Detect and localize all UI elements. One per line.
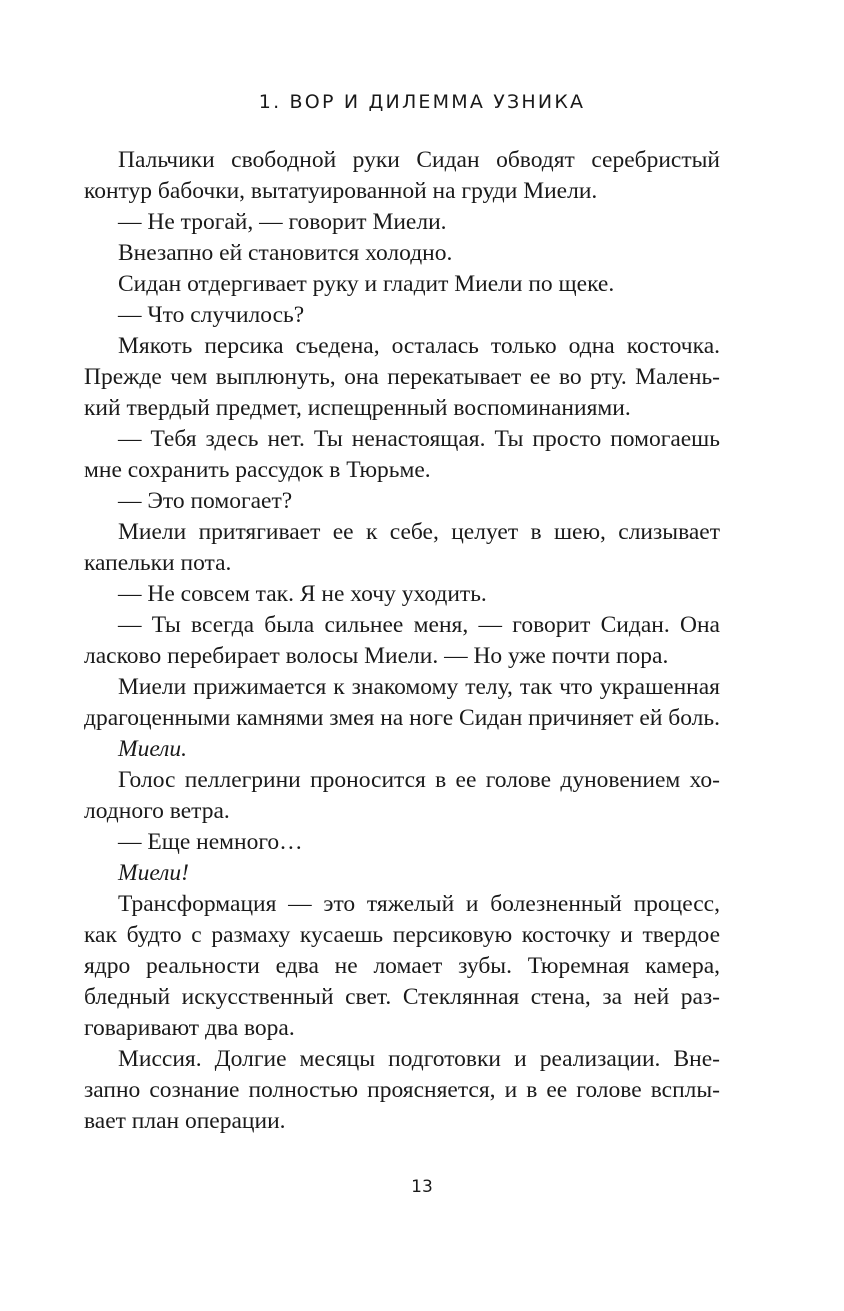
page-number: 13 — [411, 1177, 433, 1197]
paragraph: Сидан отдергивает руку и гладит Миели по щеке. — [118, 271, 615, 297]
paragraph: — Еще немного… — [118, 829, 303, 855]
paragraph: — Тебя здесь нет. Ты ненастоящая. Ты просто помогаешь мне сохранить рассудок в Тюрьме. — [84, 426, 720, 483]
paragraph: — Это помогает? — [118, 488, 293, 514]
paragraph-italic: Миели. — [118, 736, 188, 762]
paragraph: Миели притягивает ее к себе, целует в шею, слизывает капельки пота. — [84, 519, 720, 576]
paragraph: Миссия. Долгие месяцы подготовки и реализации. Внезапно сознание полностью проясняется, и в ее голове всплывает план операции. — [84, 1046, 720, 1134]
paragraph: Голос пеллегрини проносится в ее голове дуновением холодного ветра. — [84, 767, 720, 824]
paragraph: — Не трогай, — говорит Миели. — [118, 209, 447, 235]
paragraph: — Ты всегда была сильнее меня, — говорит Сидан. Она ласково перебирает волосы Миели. — Но уже почти пора. — [84, 612, 720, 669]
paragraph-italic: Миели! — [118, 860, 189, 886]
paragraph: Трансформация — это тяжелый и болезненный процесс, как будто с размаху кусаешь персиковую косточку и твердое ядро реальности едва не ломает зубы. Тюремная камера, бледный искусственный свет. Стеклянная стена, за ней разговаривают два вора. — [84, 891, 720, 1041]
paragraph: Внезапно ей становится холодно. — [118, 240, 453, 266]
body-text — [84, 145, 720, 1137]
paragraph: — Не совсем так. Я не хочу уходить. — [118, 581, 487, 607]
running-head: 1. ВОР И ДИЛЕММА УЗНИКА — [258, 91, 586, 113]
paragraph: — Что случилось? — [118, 302, 305, 328]
paragraph: Пальчики свободной руки Сидан обводят серебристый контур бабочки, вытатуированной на груди Миели. — [84, 147, 720, 204]
paragraph: Мякоть персика съедена, осталась только одна косточка. Прежде чем выплюнуть, она перекатывает ее во рту. Маленький твердый предмет, испещренный воспоминаниями. — [84, 333, 720, 421]
paragraph: Миели прижимается к знакомому телу, так что украшенная драгоценными камнями змея на ноге Сидан причиняет ей боль. — [84, 674, 721, 731]
